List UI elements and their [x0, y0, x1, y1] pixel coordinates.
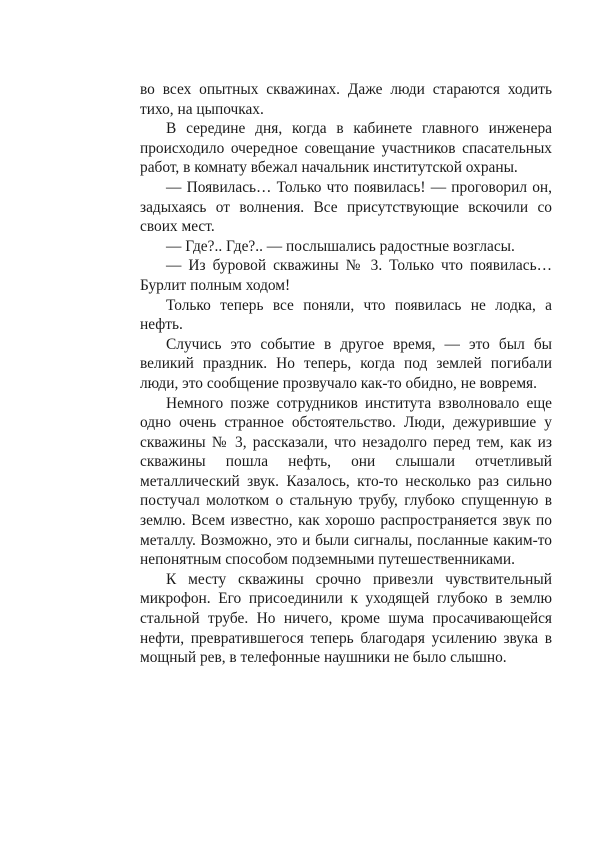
paragraph-well-three: — Из буровой скважины № 3. Только что появилась… Бурлит полным ходом! — [140, 257, 552, 294]
paragraph-appeared: — Появилась… Только что появилась! — проговорил он, задыхаясь от волнения. Все присутствующие вскочили со своих мест. — [140, 178, 552, 236]
paragraph-where: — Где?.. Где?.. — послышались радостные возгласы. — [166, 237, 515, 255]
paragraph-metallic-sound: Немного позже сотрудников института взволновало еще одно очень странное обстоятельство. Люди, дежурившие у скважины № 3, рассказали, что незадолго перед тем, как из скважины пошла нефть, они слышали отчетливый металлический звук. Казалось, кто-то несколько раз сильно постучал молотком о стальную трубу, глубоко спущенную в землю. Всем известно, как хорошо распространяется звук по металлу. Возможно, это и были сигналы, посланные каким-то непонятным способом подземными путешественниками. — [140, 394, 552, 569]
paragraph-holiday: Случись это событие в другое время, — это был бы великий праздник. Но теперь, когда под землей погибали люди, это сообщение прозвучало как-то обидно, не вовремя. — [140, 335, 552, 392]
paragraph-meeting: В середине дня, когда в кабинете главного инженера происходило очередное совещание участников спасательных работ, в комнату вбежал начальник институтской охраны. — [140, 120, 552, 177]
body-text — [140, 80, 552, 668]
paragraph-oil: Только теперь все поняли, что появилась не лодка, а нефть. — [140, 296, 552, 334]
paragraph-continuation: во всех опытных скважинах. Даже люди стараются ходить тихо, на цыпочках. — [140, 81, 552, 118]
paragraph-microphone: К месту скважины срочно привезли чувствительный микрофон. Его присоединили к уходящей глубоко в землю стальной трубе. Но ничего, кроме шума просачивающейся нефти, превратившегося теперь благодаря усилению звука в мощный рев, в телефонные наушники не было слышно. — [140, 570, 552, 667]
